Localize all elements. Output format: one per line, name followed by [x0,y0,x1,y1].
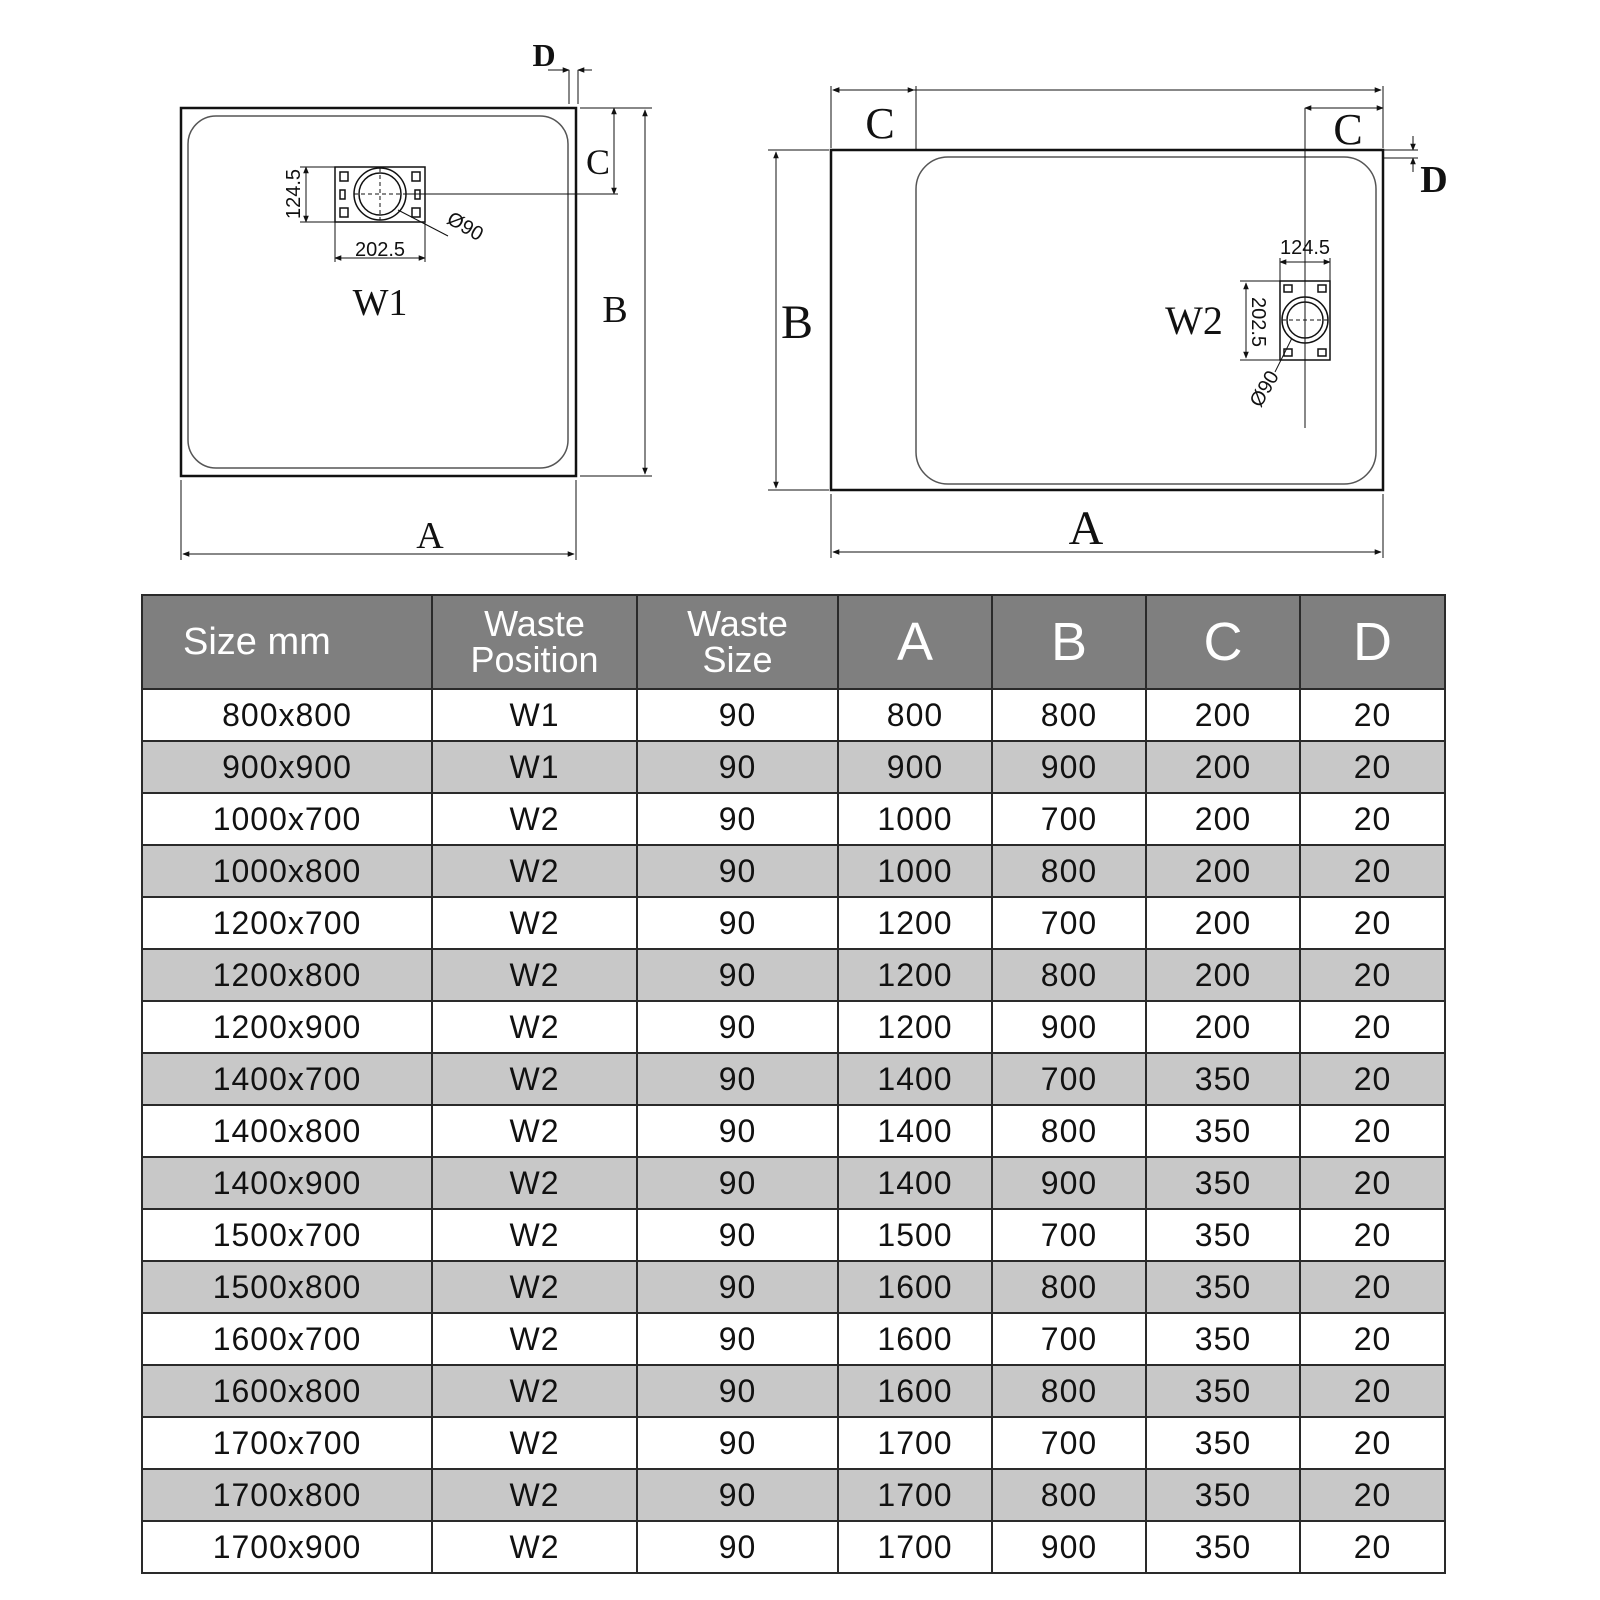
table-row [142,897,1445,949]
cell-waste-position: W1 [432,741,637,793]
w2-label-waste: W2 [1165,298,1223,343]
cell-b: 700 [992,897,1146,949]
cell-d: 20 [1300,741,1445,793]
cell-a: 1200 [838,1001,992,1053]
cell-a: 1400 [838,1157,992,1209]
cell-c: 200 [1146,897,1300,949]
w1-label-b: B [602,289,628,331]
cell-waste-position: W2 [432,1469,637,1521]
cell-d: 20 [1300,1105,1445,1157]
cell-size: 800x800 [142,689,432,741]
w1-label-waste: W1 [352,282,408,324]
cell-waste-size: 90 [637,1157,838,1209]
header-waste-size-line2: Size [702,639,773,680]
cell-c: 200 [1146,689,1300,741]
cell-a: 1200 [838,949,992,1001]
cell-b: 800 [992,845,1146,897]
header-waste-size [637,595,838,689]
cell-size: 1500x800 [142,1261,432,1313]
table-row [142,793,1445,845]
header-size: Size mm [142,595,432,689]
cell-waste-position: W2 [432,1105,637,1157]
cell-c: 350 [1146,1157,1300,1209]
cell-b: 800 [992,1365,1146,1417]
cell-c: 350 [1146,1053,1300,1105]
cell-size: 900x900 [142,741,432,793]
cell-d: 20 [1300,1261,1445,1313]
header-b: B [992,595,1146,689]
cell-waste-size: 90 [637,897,838,949]
cell-d: 20 [1300,1209,1445,1261]
header-a: A [838,595,992,689]
cell-waste-position: W2 [432,1521,637,1573]
cell-c: 200 [1146,949,1300,1001]
cell-c: 350 [1146,1469,1300,1521]
cell-a: 1500 [838,1209,992,1261]
table-row [142,1469,1445,1521]
drawings [0,0,1600,580]
cell-b: 900 [992,741,1146,793]
tray-w2-labels [781,99,1448,555]
w1-dim-height: 124.5 [283,168,305,220]
w2-label-d: D [1420,159,1448,201]
cell-b: 800 [992,1469,1146,1521]
cell-a: 1000 [838,793,992,845]
cell-size: 1600x700 [142,1313,432,1365]
cell-c: 200 [1146,845,1300,897]
table-row [142,1209,1445,1261]
cell-waste-position: W2 [432,1261,637,1313]
cell-size: 1400x900 [142,1157,432,1209]
cell-b: 900 [992,1001,1146,1053]
header-waste-position-line2: Position [470,639,599,680]
cell-b: 800 [992,1105,1146,1157]
table-row [142,1001,1445,1053]
cell-size: 1700x900 [142,1521,432,1573]
w1-label-a: A [416,515,444,557]
cell-waste-size: 90 [637,949,838,1001]
cell-waste-position: W2 [432,1313,637,1365]
cell-d: 20 [1300,949,1445,1001]
cell-size: 1700x700 [142,1417,432,1469]
cell-c: 350 [1146,1105,1300,1157]
cell-a: 1600 [838,1261,992,1313]
cell-waste-size: 90 [637,1209,838,1261]
cell-b: 700 [992,1209,1146,1261]
cell-a: 1200 [838,897,992,949]
table-header-row [142,595,1445,689]
tray-w1-drawing [181,70,652,560]
table-row [142,1417,1445,1469]
cell-waste-position: W2 [432,897,637,949]
cell-waste-size: 90 [637,1001,838,1053]
header-d: D [1300,595,1445,689]
table-row [142,1521,1445,1573]
table-row [142,1261,1445,1313]
cell-size: 1400x700 [142,1053,432,1105]
tray-w2-outline [831,150,1383,490]
cell-waste-size: 90 [637,689,838,741]
cell-c: 350 [1146,1365,1300,1417]
table-row [142,1313,1445,1365]
cell-b: 900 [992,1157,1146,1209]
table-row [142,845,1445,897]
table-row [142,741,1445,793]
cell-size: 1400x800 [142,1105,432,1157]
size-spec-table [141,594,1446,1574]
cell-a: 1600 [838,1313,992,1365]
cell-waste-size: 90 [637,1313,838,1365]
table-body [142,689,1445,1573]
cell-b: 700 [992,1053,1146,1105]
w2-dim-width: 124.5 [1279,237,1331,259]
header-waste-position [432,595,637,689]
cell-waste-position: W2 [432,1365,637,1417]
cell-size: 1200x900 [142,1001,432,1053]
cell-c: 200 [1146,741,1300,793]
cell-waste-position: W1 [432,689,637,741]
header-waste-position-line1: Waste [484,603,585,644]
w2-label-c-right: C [1333,105,1363,154]
cell-d: 20 [1300,1365,1445,1417]
cell-waste-size: 90 [637,1469,838,1521]
cell-waste-size: 90 [637,1365,838,1417]
w2-label-c-left: C [865,99,895,148]
w2-dim-diameter: Ø90 [1245,367,1284,411]
cell-waste-position: W2 [432,1157,637,1209]
cell-d: 20 [1300,1157,1445,1209]
cell-d: 20 [1300,1001,1445,1053]
cell-a: 900 [838,741,992,793]
cell-waste-position: W2 [432,1001,637,1053]
table-row [142,949,1445,1001]
cell-c: 350 [1146,1521,1300,1573]
cell-waste-size: 90 [637,1521,838,1573]
cell-size: 1200x700 [142,897,432,949]
cell-a: 1600 [838,1365,992,1417]
cell-waste-position: W2 [432,1417,637,1469]
cell-d: 20 [1300,1469,1445,1521]
cell-b: 700 [992,1417,1146,1469]
cell-waste-position: W2 [432,949,637,1001]
cell-c: 350 [1146,1209,1300,1261]
cell-a: 1400 [838,1105,992,1157]
cell-d: 20 [1300,1417,1445,1469]
cell-waste-size: 90 [637,1053,838,1105]
cell-waste-size: 90 [637,793,838,845]
cell-size: 1200x800 [142,949,432,1001]
cell-d: 20 [1300,793,1445,845]
cell-d: 20 [1300,845,1445,897]
cell-a: 1700 [838,1521,992,1573]
cell-b: 700 [992,1313,1146,1365]
cell-a: 1700 [838,1417,992,1469]
w1-label-c: C [585,142,611,182]
w1-dim-width: 202.5 [354,239,406,261]
cell-c: 350 [1146,1313,1300,1365]
table-row [142,1157,1445,1209]
cell-b: 800 [992,689,1146,741]
cell-size: 1000x800 [142,845,432,897]
cell-d: 20 [1300,1053,1445,1105]
cell-a: 1400 [838,1053,992,1105]
tray-w2-drawing [768,86,1418,558]
cell-waste-size: 90 [637,845,838,897]
cell-size: 1700x800 [142,1469,432,1521]
cell-b: 800 [992,1261,1146,1313]
w1-dim-diameter: Ø90 [443,207,487,246]
header-c: C [1146,595,1300,689]
table-row [142,1365,1445,1417]
header-waste-size-line1: Waste [687,603,788,644]
cell-waste-position: W2 [432,793,637,845]
cell-size: 1000x700 [142,793,432,845]
cell-waste-size: 90 [637,1417,838,1469]
cell-c: 200 [1146,1001,1300,1053]
table-row [142,689,1445,741]
cell-waste-size: 90 [637,1105,838,1157]
w2-label-a: A [1068,502,1104,555]
cell-waste-size: 90 [637,741,838,793]
cell-a: 1700 [838,1469,992,1521]
w2-label-b: B [780,296,814,349]
cell-size: 1600x800 [142,1365,432,1417]
cell-waste-position: W2 [432,845,637,897]
cell-d: 20 [1300,897,1445,949]
cell-waste-position: W2 [432,1209,637,1261]
table-row [142,1053,1445,1105]
cell-waste-size: 90 [637,1261,838,1313]
cell-c: 350 [1146,1261,1300,1313]
cell-waste-position: W2 [432,1053,637,1105]
cell-d: 20 [1300,1521,1445,1573]
cell-b: 800 [992,949,1146,1001]
cell-b: 900 [992,1521,1146,1573]
w1-label-d: D [532,37,556,73]
cell-b: 700 [992,793,1146,845]
cell-d: 20 [1300,1313,1445,1365]
cell-c: 350 [1146,1417,1300,1469]
cell-size: 1500x700 [142,1209,432,1261]
cell-a: 1000 [838,845,992,897]
w2-dim-height: 202.5 [1247,296,1269,348]
cell-a: 800 [838,689,992,741]
cell-d: 20 [1300,689,1445,741]
cell-c: 200 [1146,793,1300,845]
table-row [142,1105,1445,1157]
